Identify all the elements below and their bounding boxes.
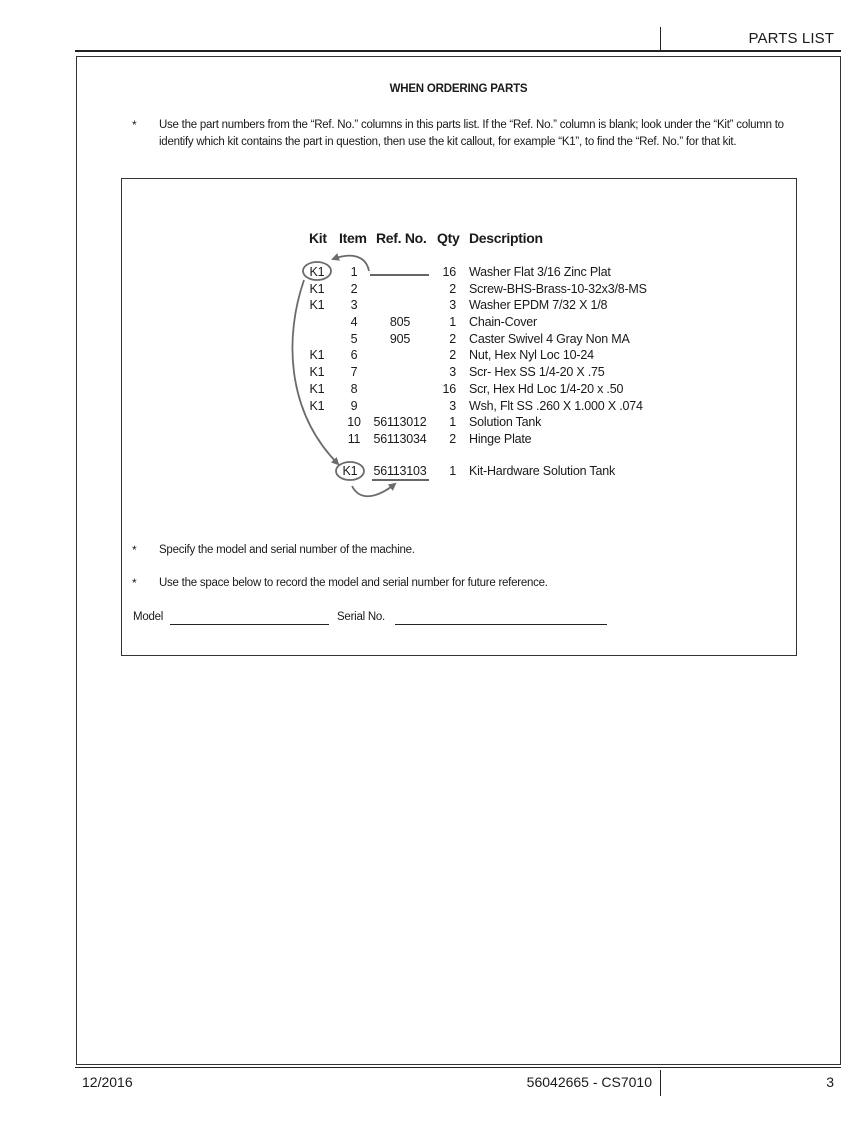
header-description: Description [469,230,543,246]
cell-ref: 805 [389,315,411,330]
cell-kit [305,414,329,431]
ordering-heading: WHEN ORDERING PARTS [389,83,528,95]
section-title: PARTS LIST [748,30,834,47]
cell-item: 2 [350,281,358,296]
cell-ref [368,381,432,398]
cell-description: Scr, Hex Hd Loc 1/4-20 x .50 [469,381,624,396]
cell-qty: 2 [449,281,456,296]
page-number: 3 [826,1074,834,1090]
header-rule [75,50,841,52]
kit-row-ref: 56113103 [373,464,427,478]
description-column [469,264,699,448]
cell-kit: K1 [309,365,325,380]
cell-qty: 3 [449,398,456,413]
header-item: Item [339,230,367,246]
cell-item: 1 [350,265,358,279]
footer-doc-id: 56042665 - CS7010 [526,1074,652,1090]
cell-item: 10 [347,415,361,430]
cell-qty: 2 [449,331,456,346]
cell-description: Wsh, Flt SS .260 X 1.000 X .074 [469,398,643,413]
cell-description: Screw-BHS-Brass-10-32x3/8-MS [469,281,647,296]
cell-qty: 16 [442,381,456,396]
cell-ref: 56113034 [373,431,427,446]
cell-description: Washer EPDM 7/32 X 1/8 [469,298,608,313]
header-divider [660,27,661,51]
header-qty: Qty [437,230,460,246]
kit-row-description: Kit-Hardware Solution Tank [469,464,616,478]
cell-kit: K1 [309,381,325,396]
cell-ref: 905 [389,331,411,346]
header-ref-no: Ref. No. [376,230,427,246]
cell-description: Washer Flat 3/16 Zinc Plat [469,265,611,279]
cell-description: Caster Swivel 4 Gray Non MA [469,331,630,346]
cell-qty: 2 [449,431,456,446]
cell-description: Hinge Plate [469,431,532,446]
cell-kit: K1 [309,398,325,413]
cell-kit [305,331,329,348]
cell-item: 9 [350,398,358,413]
cell-item: 3 [350,298,358,313]
footer-date: 12/2016 [82,1074,133,1090]
ref-column [368,264,432,448]
cell-qty: 16 [442,265,456,279]
cell-ref [368,264,432,281]
serial-field-line [395,624,607,625]
cell-qty: 3 [449,365,456,380]
cell-item: 6 [350,348,358,363]
cell-qty: 1 [449,315,456,330]
header-kit: Kit [309,230,327,246]
cell-kit: K1 [309,348,325,363]
cell-item: 11 [347,431,361,446]
record-note: Use the space below to record the model and serial number for future reference. [159,577,548,589]
kit-row-qty: 1 [449,464,456,478]
cell-kit: K1 [309,298,325,313]
item-column [342,264,366,448]
cell-ref [368,364,432,381]
ordering-instruction: Use the part numbers from the “Ref. No.” columns in this parts list. If the “Ref. No.” column is blank; look under the “Kit” column to identify which kit contains the part in question, then use the kit callout, for example “K1”, to find the “Ref. No.” for that kit. [159,119,784,148]
cell-qty: 2 [449,348,456,363]
cell-kit: K1 [309,281,325,296]
cell-ref [368,281,432,298]
cell-kit: K1 [309,265,325,279]
cell-kit [305,431,329,448]
cell-description: Scr- Hex SS 1/4-20 X .75 [469,365,605,380]
bullet-marker: * [132,543,137,557]
cell-item: 5 [350,331,358,346]
cell-description: Nut, Hex Nyl Loc 10-24 [469,348,594,363]
cell-item: 8 [350,381,358,396]
kit-column [305,264,329,448]
cell-item: 4 [350,315,358,330]
kit-row-kit: K1 [342,464,358,478]
qty-column [434,264,456,448]
cell-description: Solution Tank [469,415,542,430]
cell-qty: 3 [449,298,456,313]
cell-qty: 1 [449,415,456,430]
footer-divider [660,1070,661,1096]
bullet-marker: * [132,118,137,132]
cell-ref [368,398,432,415]
serial-label: Serial No. [337,611,385,623]
cell-ref [368,347,432,364]
cell-description: Chain-Cover [469,315,537,330]
specify-note: Specify the model and serial number of the machine. [159,544,415,556]
cell-item: 7 [350,365,358,380]
cell-ref: 56113012 [373,415,427,430]
bullet-marker: * [132,576,137,590]
cell-kit [305,314,329,331]
cell-ref [368,297,432,314]
model-field-line [170,624,329,625]
footer-rule [75,1067,841,1068]
model-label: Model [133,611,164,623]
